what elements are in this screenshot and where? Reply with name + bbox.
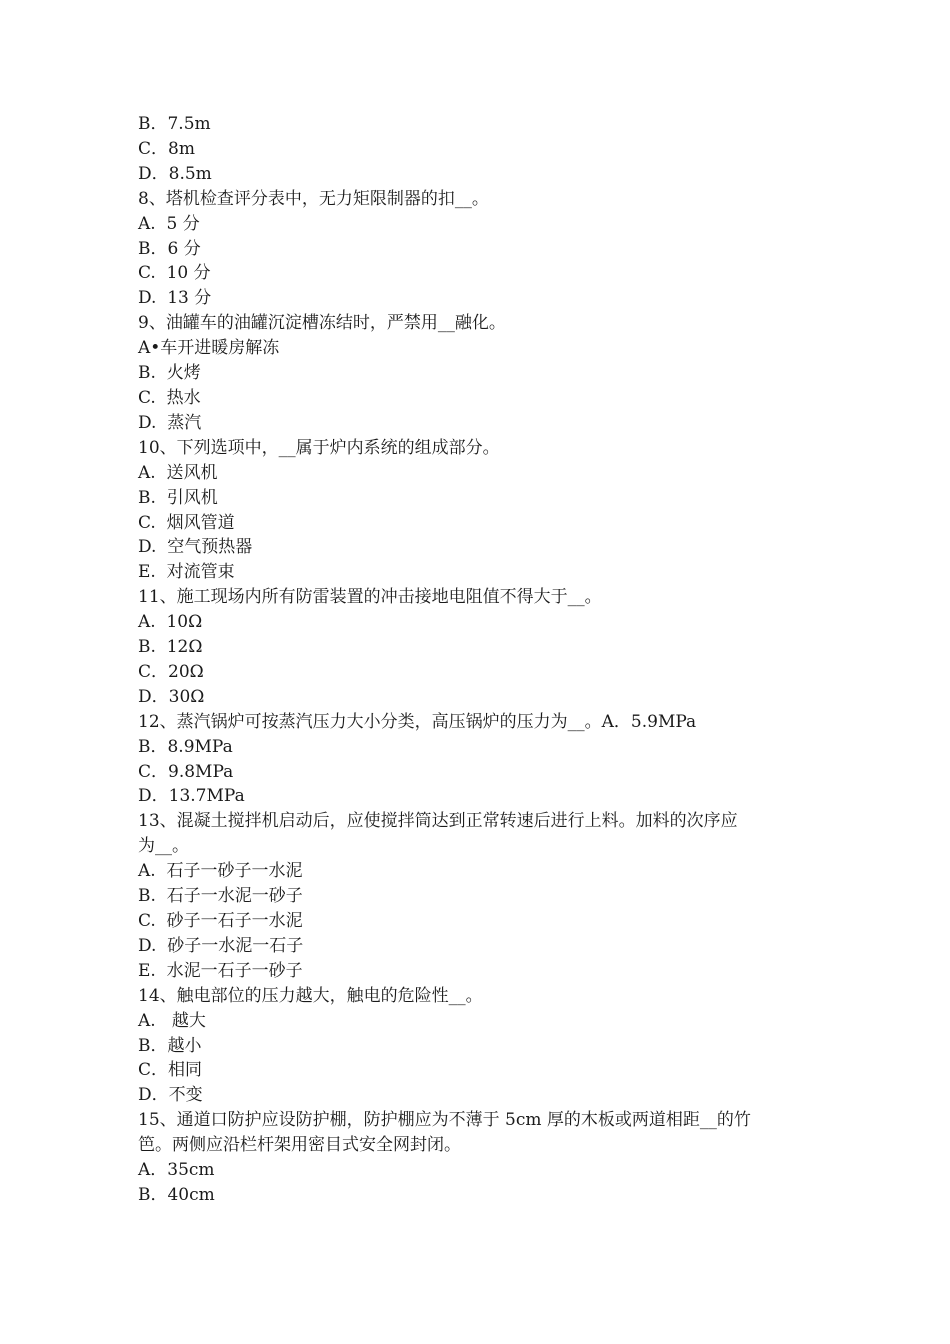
text-line: B. 12Ω bbox=[138, 637, 203, 658]
text-line: D．13.7MPa bbox=[138, 786, 245, 807]
text-line: C．20Ω bbox=[138, 661, 204, 682]
text-line: 9、油罐车的油罐沉淀槽冻结时，严禁用__融化。 bbox=[138, 313, 506, 334]
text-line: 14、触电部位的压力越大，触电的危险性__。 bbox=[138, 985, 483, 1006]
text-line: A. 越大 bbox=[138, 1010, 206, 1031]
document-page bbox=[138, 112, 818, 1208]
text-line: A. 10Ω bbox=[138, 612, 203, 633]
text-line: B．40cm bbox=[138, 1184, 215, 1205]
text-line: B. 石子一水泥一砂子 bbox=[138, 886, 303, 907]
text-line: E. 对流管束 bbox=[138, 562, 235, 583]
text-line: B．7.5m bbox=[138, 114, 211, 134]
text-line: A•车开进暖房解冻 bbox=[138, 338, 280, 359]
text-line: 15、通道口防护应设防护棚，防护棚应为不薄于 5cm 厚的木板或两道相距__的竹 bbox=[138, 1110, 751, 1131]
text-line: E. 水泥一石子一砂子 bbox=[138, 960, 303, 981]
text-line: 13、混凝土搅拌机启动后，应使搅拌筒达到正常转速后进行上料。加料的次序应 bbox=[138, 811, 738, 832]
text-line: C．相同 bbox=[138, 1060, 203, 1081]
text-line: D. 砂子一水泥一石子 bbox=[138, 935, 304, 956]
text-line: B. 火烤 bbox=[138, 363, 201, 384]
text-line: D．不变 bbox=[138, 1085, 203, 1106]
text-line: C．8m bbox=[138, 138, 195, 159]
text-line: B．8.9MPa bbox=[138, 736, 233, 757]
text-line: B．越小 bbox=[138, 1035, 202, 1056]
text-line: A. 送风机 bbox=[138, 462, 218, 483]
text-line: 为__。 bbox=[138, 836, 189, 857]
text-line: 笆。两侧应沿栏杆架用密目式安全网封闭。 bbox=[138, 1135, 461, 1156]
text-line: 10、下列选项中，__属于炉内系统的组成部分。 bbox=[138, 437, 500, 458]
text-line: D．30Ω bbox=[138, 686, 205, 707]
text-line: 12、蒸汽锅炉可按蒸汽压力大小分类，高压锅炉的压力为__。A．5.9MPa bbox=[138, 711, 697, 732]
text-line: A. 石子一砂子一水泥 bbox=[138, 861, 303, 882]
text-line: D. 13 分 bbox=[138, 288, 212, 309]
text-line: A. 5 分 bbox=[138, 213, 200, 234]
text-line: D. 空气预热器 bbox=[138, 537, 253, 558]
text-line: C. 10 分 bbox=[138, 263, 211, 284]
text-line: 11、施工现场内所有防雷装置的冲击接地电阻值不得大于__。 bbox=[138, 587, 602, 608]
text-line: D．8.5m bbox=[138, 163, 212, 184]
text-line: B. 引风机 bbox=[138, 487, 218, 508]
text-line: A．35cm bbox=[138, 1160, 215, 1181]
text-line: C．9.8MPa bbox=[138, 761, 234, 782]
text-line: D. 蒸汽 bbox=[138, 412, 202, 433]
text-line: C. 烟风管道 bbox=[138, 512, 235, 533]
text-line: B．6 分 bbox=[138, 238, 201, 259]
text-line: C. 热水 bbox=[138, 387, 201, 408]
text-line: C. 砂子一石子一水泥 bbox=[138, 911, 303, 931]
text-line: 8、塔机检查评分表中，无力矩限制器的扣__。 bbox=[138, 188, 489, 209]
